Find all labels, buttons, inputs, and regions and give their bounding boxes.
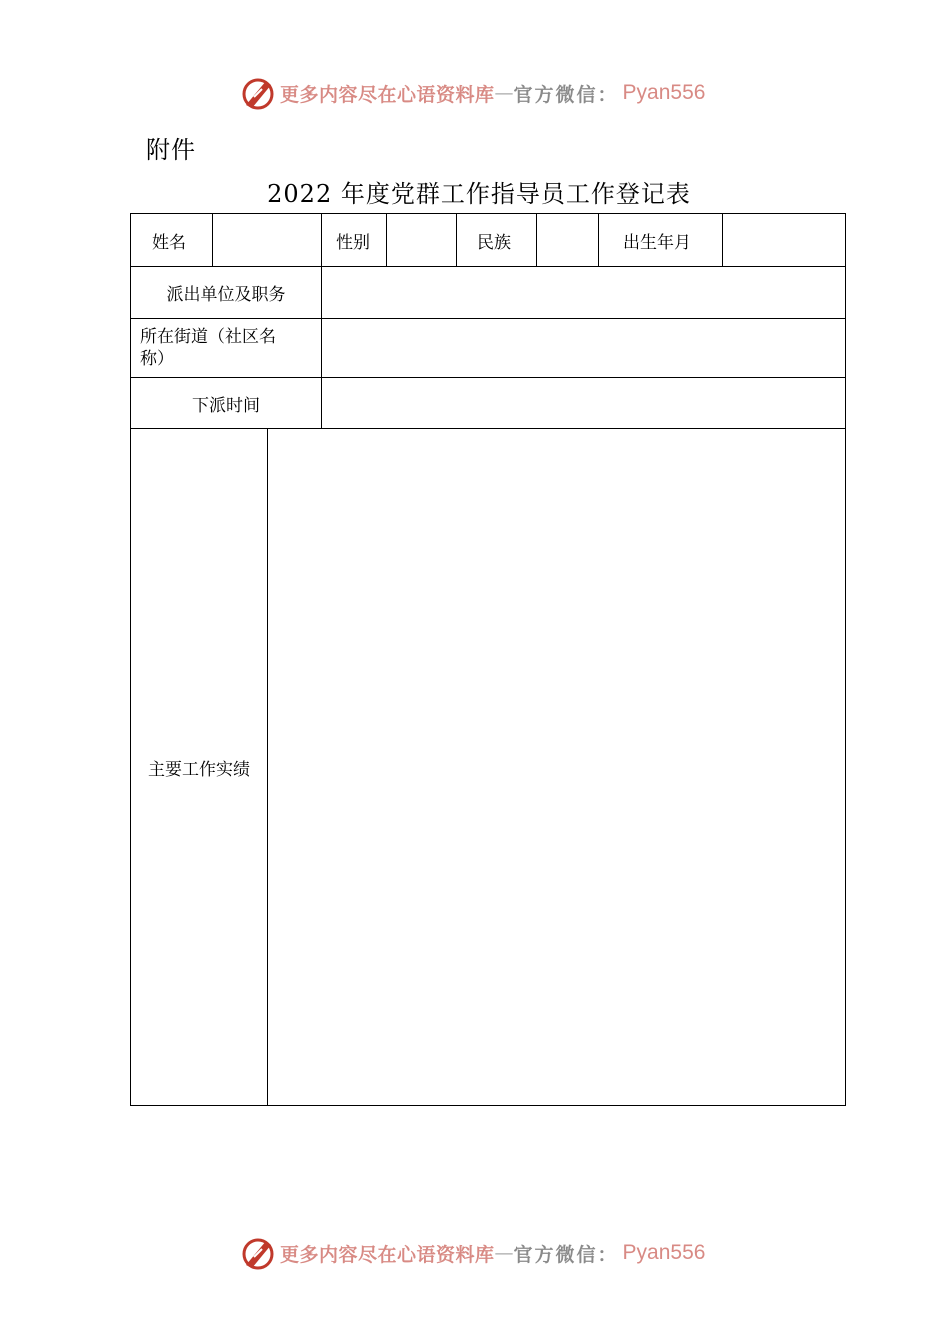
birth-label: 出生年月 [623,232,691,253]
unit-label: 派出单位及职务 [166,285,286,305]
page-title: 2022 年度党群工作指导员工作登记表 [267,180,691,208]
watermark-text: 更多内容尽在心语资料库 [280,1243,495,1266]
ethnicity-field[interactable] [537,214,598,266]
gender-label: 性别 [336,232,370,253]
watermark-wechat-label: 官方微信： [513,83,619,106]
achievements-label: 主要工作实绩 [148,759,250,780]
unit-field[interactable] [322,267,845,318]
gender-field[interactable] [387,214,456,266]
achievements-field[interactable] [268,429,845,1105]
watermark-wechat-id: Pyan556 [622,1241,706,1264]
name-label: 姓名 [152,232,186,253]
watermark-bottom [240,1233,705,1273]
birth-field[interactable] [723,214,845,266]
ethnicity-label: 民族 [477,232,511,253]
pen-seal-logo-icon [240,75,276,111]
street-label: 所在街道（社区名称） [140,327,276,369]
watermark-separator: — [494,82,514,104]
watermark-wechat-id: Pyan556 [622,81,706,104]
pen-seal-logo-icon [240,1235,276,1271]
registration-form-table [130,213,846,1106]
attachment-label: 附件 [146,136,196,164]
dispatch-time-label: 下派时间 [192,395,260,416]
watermark-text: 更多内容尽在心语资料库 [280,83,495,106]
street-field[interactable] [322,319,845,377]
dispatch-time-field[interactable] [322,378,845,428]
watermark-separator: — [494,1242,514,1264]
name-field[interactable] [213,214,321,266]
watermark-top [240,73,705,113]
watermark-wechat-label: 官方微信： [513,1243,619,1266]
